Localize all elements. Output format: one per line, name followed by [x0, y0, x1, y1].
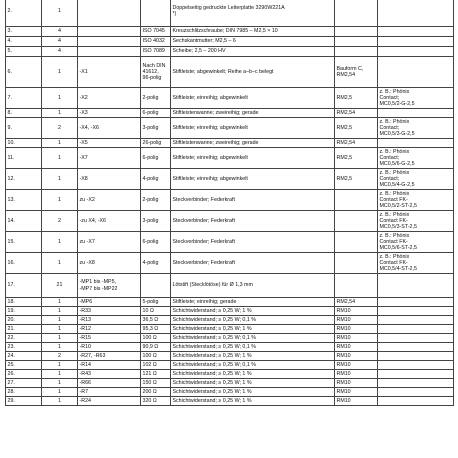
remark-cell — [378, 316, 454, 325]
designator-cell — [78, 37, 141, 47]
position-cell: 11. — [6, 148, 42, 169]
description-cell: Steckverbinder; Federkraft — [171, 190, 335, 211]
table-row — [6, 370, 454, 379]
remark-cell — [378, 352, 454, 361]
designator-cell: -X4, -X6 — [78, 118, 141, 139]
quantity-cell: 21 — [42, 274, 78, 298]
position-cell: 21. — [6, 325, 42, 334]
quantity-cell: 1 — [42, 253, 78, 274]
description-cell: Sechskantmutter; M2,5 – 6 — [171, 37, 335, 47]
position-cell: 28. — [6, 388, 42, 397]
table-row — [6, 361, 454, 370]
description-cell: Schichtwiderstand; ≥ 0,25 W; 0,1 % — [171, 316, 335, 325]
designator-cell: -X3 — [78, 109, 141, 118]
table-row — [6, 47, 454, 57]
table-row — [6, 343, 454, 352]
quantity-cell: 1 — [42, 316, 78, 325]
position-cell: 27. — [6, 379, 42, 388]
position-cell: 14. — [6, 211, 42, 232]
package-cell — [335, 190, 378, 211]
parts-list-body — [6, 0, 454, 406]
package-cell: RM10 — [335, 316, 378, 325]
description-cell: Schichtwiderstand; ≥ 0,25 W; 0,1 % — [171, 343, 335, 352]
table-row — [6, 316, 454, 325]
position-cell: 13. — [6, 190, 42, 211]
package-cell — [335, 253, 378, 274]
designator-cell: -X5 — [78, 139, 141, 148]
package-cell: RM2,5 — [335, 88, 378, 109]
value-cell: 121 Ω — [141, 370, 171, 379]
package-cell: Bauform C, RM2,54 — [335, 57, 378, 88]
quantity-cell: 1 — [42, 139, 78, 148]
package-cell: RM10 — [335, 379, 378, 388]
remark-cell — [378, 27, 454, 37]
value-cell: 200 Ω — [141, 388, 171, 397]
value-cell: 10 Ω — [141, 307, 171, 316]
quantity-cell: 1 — [42, 169, 78, 190]
quantity-cell: 4 — [42, 37, 78, 47]
value-cell: ISO 4032 — [141, 37, 171, 47]
designator-cell: -X2 — [78, 88, 141, 109]
designator-cell: -R14 — [78, 361, 141, 370]
position-cell: 22. — [6, 334, 42, 343]
position-cell: 23. — [6, 343, 42, 352]
remark-cell — [378, 0, 454, 27]
package-cell: RM10 — [335, 334, 378, 343]
quantity-cell: 1 — [42, 0, 78, 27]
description-cell: Kreuzschlitzschraube; DIN 7985 – M2,5 × 10 — [171, 27, 335, 37]
position-cell: 8. — [6, 109, 42, 118]
remark-cell — [378, 388, 454, 397]
package-cell: RM10 — [335, 388, 378, 397]
table-row — [6, 211, 454, 232]
package-cell: RM10 — [335, 370, 378, 379]
quantity-cell: 1 — [42, 190, 78, 211]
package-cell — [335, 27, 378, 37]
value-cell: 320 Ω — [141, 397, 171, 406]
position-cell: 18. — [6, 298, 42, 307]
value-cell: 3-polig — [141, 118, 171, 139]
table-row — [6, 379, 454, 388]
designator-cell: zu -X2 — [78, 190, 141, 211]
quantity-cell: 1 — [42, 379, 78, 388]
designator-cell: -zu X4, -X6 — [78, 211, 141, 232]
remark-cell — [378, 370, 454, 379]
description-cell: Stiftleistenwanne; zweireihig; gerade — [171, 139, 335, 148]
remark-cell — [378, 274, 454, 298]
remark-cell: z. B.: Phönix Contact FK- MC0,5/3-ST-2,5 — [378, 211, 454, 232]
position-cell: 3. — [6, 27, 42, 37]
description-cell: Schichtwiderstand; ≥ 0,25 W; 1 % — [171, 370, 335, 379]
description-cell: Lötstift (Stecklötöse) für Ø 1,3 mm — [171, 274, 335, 298]
value-cell: 4-polig — [141, 253, 171, 274]
package-cell — [335, 232, 378, 253]
quantity-cell: 1 — [42, 325, 78, 334]
package-cell — [335, 47, 378, 57]
designator-cell: -MP6 — [78, 298, 141, 307]
description-cell: Schichtwiderstand; ≥ 0,25 W; 1 % — [171, 397, 335, 406]
value-cell — [141, 274, 171, 298]
quantity-cell: 1 — [42, 307, 78, 316]
position-cell: 10. — [6, 139, 42, 148]
value-cell: Nach DIN 41612, 96-polig — [141, 57, 171, 88]
description-cell: Schichtwiderstand; ≥ 0,25 W; 1 % — [171, 388, 335, 397]
designator-cell: -X7 — [78, 148, 141, 169]
description-cell: Schichtwiderstand; ≥ 0,25 W; 0,1 % — [171, 334, 335, 343]
table-row — [6, 190, 454, 211]
quantity-cell: 1 — [42, 370, 78, 379]
remark-cell: z. B.: Phönix Contact; MC0,5/3-G-2,5 — [378, 118, 454, 139]
table-row — [6, 325, 454, 334]
quantity-cell: 1 — [42, 397, 78, 406]
designator-cell: -X8 — [78, 169, 141, 190]
description-cell: Doppelseitig gedruckte Leiterplatte 3290W221A *) — [171, 0, 335, 27]
value-cell: ISO 7045 — [141, 27, 171, 37]
remark-cell: z. B.: Phönix Contact FK- MC0,5/4-ST-2,5 — [378, 253, 454, 274]
description-cell: Steckverbinder; Federkraft — [171, 232, 335, 253]
value-cell: 6-polig — [141, 232, 171, 253]
table-row — [6, 37, 454, 47]
remark-cell — [378, 307, 454, 316]
description-cell: Stiftleiste; abgewinkelt; Reihe a–b–c belegt — [171, 57, 335, 88]
remark-cell — [378, 325, 454, 334]
table-row — [6, 274, 454, 298]
position-cell: 4. — [6, 37, 42, 47]
description-cell: Schichtwiderstand; ≥ 0,25 W; 0,1 % — [171, 361, 335, 370]
quantity-cell: 4 — [42, 47, 78, 57]
table-row — [6, 169, 454, 190]
table-row — [6, 298, 454, 307]
position-cell: 7. — [6, 88, 42, 109]
description-cell: Stiftleiste; einreihig; abgewinkelt — [171, 88, 335, 109]
designator-cell: -MP1 bis -MP5, -MP7 bis -MP22 — [78, 274, 141, 298]
value-cell: 150 Ω — [141, 379, 171, 388]
value-cell: 95,3 Ω — [141, 325, 171, 334]
quantity-cell: 1 — [42, 388, 78, 397]
designator-cell: -R10 — [78, 343, 141, 352]
table-row — [6, 88, 454, 109]
position-cell: 25. — [6, 361, 42, 370]
remark-cell — [378, 139, 454, 148]
value-cell: 6-polig — [141, 148, 171, 169]
designator-cell: zu -X7 — [78, 232, 141, 253]
package-cell — [335, 211, 378, 232]
designator-cell: -R7 — [78, 388, 141, 397]
description-cell: Steckverbinder; Federkraft — [171, 253, 335, 274]
remark-cell — [378, 298, 454, 307]
table-row — [6, 27, 454, 37]
package-cell: RM10 — [335, 397, 378, 406]
remark-cell: z. B.: Phönix Contact; MC0,5/6-G-2,5 — [378, 148, 454, 169]
table-row — [6, 148, 454, 169]
value-cell: 2-polig — [141, 190, 171, 211]
designator-cell: -R13 — [78, 316, 141, 325]
remark-cell — [378, 47, 454, 57]
description-cell: Stiftleiste; einreihig; gerade — [171, 298, 335, 307]
remark-cell: z. B.: Phönix Contact; MC0,5/4-G-2,5 — [378, 169, 454, 190]
package-cell: RM2,54 — [335, 298, 378, 307]
remark-cell — [378, 57, 454, 88]
position-cell: 29. — [6, 397, 42, 406]
designator-cell: -R33 — [78, 307, 141, 316]
package-cell: RM10 — [335, 325, 378, 334]
package-cell: RM2,54 — [335, 109, 378, 118]
designator-cell: zu -X8 — [78, 253, 141, 274]
description-cell: Stiftleiste; einreihig; abgewinkelt — [171, 169, 335, 190]
value-cell: 100 Ω — [141, 352, 171, 361]
quantity-cell: 1 — [42, 232, 78, 253]
designator-cell: -R66 — [78, 379, 141, 388]
position-cell: 24. — [6, 352, 42, 361]
value-cell: 2-polig — [141, 88, 171, 109]
quantity-cell: 1 — [42, 88, 78, 109]
value-cell: 6-polig — [141, 109, 171, 118]
table-row — [6, 109, 454, 118]
parts-list-table — [5, 0, 454, 406]
package-cell: RM2,54 — [335, 139, 378, 148]
position-cell: 5. — [6, 47, 42, 57]
table-row — [6, 352, 454, 361]
quantity-cell: 1 — [42, 298, 78, 307]
quantity-cell: 1 — [42, 334, 78, 343]
designator-cell: -R24 — [78, 397, 141, 406]
quantity-cell: 1 — [42, 148, 78, 169]
position-cell: 2. — [6, 0, 42, 27]
description-cell: Schichtwiderstand; ≥ 0,25 W; 1 % — [171, 325, 335, 334]
quantity-cell: 1 — [42, 57, 78, 88]
package-cell: RM10 — [335, 343, 378, 352]
position-cell: 20. — [6, 316, 42, 325]
position-cell: 9. — [6, 118, 42, 139]
value-cell: 102 Ω — [141, 361, 171, 370]
table-row — [6, 139, 454, 148]
quantity-cell: 4 — [42, 27, 78, 37]
value-cell: 36,5 Ω — [141, 316, 171, 325]
table-row — [6, 253, 454, 274]
quantity-cell: 2 — [42, 211, 78, 232]
designator-cell: -R12 — [78, 325, 141, 334]
designator-cell: -R15 — [78, 334, 141, 343]
description-cell: Steckverbinder; Federkraft — [171, 211, 335, 232]
position-cell: 26. — [6, 370, 42, 379]
position-cell: 16. — [6, 253, 42, 274]
position-cell: 6. — [6, 57, 42, 88]
remark-cell: z. B.: Phönix Contact FK- MC0,5/6-ST-2,5 — [378, 232, 454, 253]
table-row — [6, 388, 454, 397]
remark-cell — [378, 109, 454, 118]
position-cell: 19. — [6, 307, 42, 316]
description-cell: Stiftleiste; einreihig; abgewinkelt — [171, 118, 335, 139]
description-cell: Stiftleistenwanne; zweireihig; gerade — [171, 109, 335, 118]
remark-cell: z. B.: Phönix Contact; MC0,5/2-G-2,5 — [378, 88, 454, 109]
description-cell: Schichtwiderstand; ≥ 0,25 W; 1 % — [171, 307, 335, 316]
package-cell — [335, 274, 378, 298]
description-cell: Stiftleiste; einreihig; abgewinkelt — [171, 148, 335, 169]
quantity-cell: 2 — [42, 352, 78, 361]
package-cell: RM2,5 — [335, 118, 378, 139]
value-cell — [141, 0, 171, 27]
position-cell: 17. — [6, 274, 42, 298]
package-cell: RM10 — [335, 361, 378, 370]
value-cell: 4-polig — [141, 169, 171, 190]
quantity-cell: 1 — [42, 109, 78, 118]
table-row — [6, 0, 454, 27]
package-cell: RM2,5 — [335, 148, 378, 169]
remark-cell — [378, 37, 454, 47]
remark-cell: z. B.: Phönix Contact FK- MC0,5/2-ST-2,5 — [378, 190, 454, 211]
quantity-cell: 2 — [42, 118, 78, 139]
table-row — [6, 397, 454, 406]
table-row — [6, 118, 454, 139]
quantity-cell: 1 — [42, 361, 78, 370]
value-cell: 100 Ω — [141, 334, 171, 343]
quantity-cell: 1 — [42, 343, 78, 352]
designator-cell — [78, 27, 141, 37]
package-cell — [335, 37, 378, 47]
value-cell: 3-polig — [141, 211, 171, 232]
remark-cell — [378, 397, 454, 406]
value-cell: 90,9 Ω — [141, 343, 171, 352]
remark-cell — [378, 334, 454, 343]
remark-cell — [378, 343, 454, 352]
package-cell: RM10 — [335, 307, 378, 316]
remark-cell — [378, 361, 454, 370]
table-row — [6, 334, 454, 343]
designator-cell — [78, 0, 141, 27]
description-cell: Schichtwiderstand; ≥ 0,25 W; 1 % — [171, 352, 335, 361]
package-cell: RM2,5 — [335, 169, 378, 190]
position-cell: 12. — [6, 169, 42, 190]
package-cell — [335, 0, 378, 27]
value-cell: 5-polig — [141, 298, 171, 307]
description-cell: Scheibe; 2,5 – 200 HV — [171, 47, 335, 57]
remark-cell — [378, 379, 454, 388]
designator-cell: -X1 — [78, 57, 141, 88]
designator-cell: -R43 — [78, 370, 141, 379]
value-cell: ISO 7089 — [141, 47, 171, 57]
table-row — [6, 57, 454, 88]
description-cell: Schichtwiderstand; ≥ 0,25 W; 1 % — [171, 379, 335, 388]
table-row — [6, 232, 454, 253]
table-row — [6, 307, 454, 316]
designator-cell: -R27, -R63 — [78, 352, 141, 361]
package-cell: RM10 — [335, 352, 378, 361]
position-cell: 15. — [6, 232, 42, 253]
designator-cell — [78, 47, 141, 57]
value-cell: 26-polig — [141, 139, 171, 148]
